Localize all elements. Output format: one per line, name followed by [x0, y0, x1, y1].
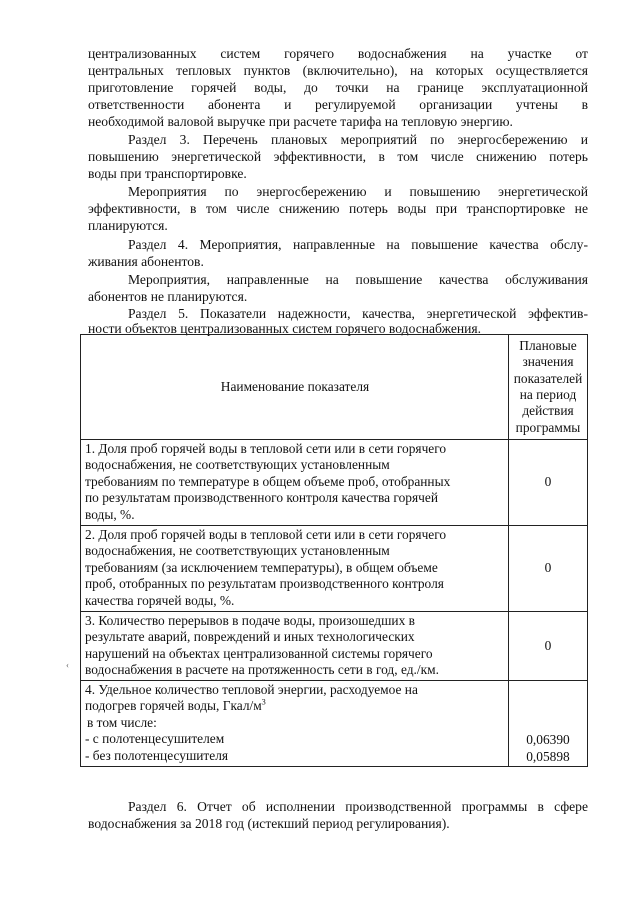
indicator-text-line: водоснабжения, не соответствующих установленным [85, 543, 390, 559]
paragraph-line: центральных тепловых пунктов (включительно), на которых осуществляется [88, 63, 588, 78]
paragraph-line: повышению энергетической эффективности, в том числе снижению потерь [88, 149, 588, 164]
table-row [81, 681, 588, 767]
paragraph-line: ности объектов централизованных систем горячего водоснабжения. [88, 321, 482, 336]
sub-indicator-label: - без полотенцесушителя [85, 747, 229, 763]
header-value-cell [509, 335, 588, 440]
paragraph-line: централизованных систем горячего водоснабжения на участке от [88, 46, 588, 61]
indicator-value: 0 [509, 440, 588, 526]
header-value-line: на период [519, 387, 577, 402]
table-row [81, 612, 588, 681]
indicator-value: 0 [509, 612, 588, 681]
paragraph-line: воды при транспортировке. [88, 166, 247, 181]
unit-superscript: 3 [261, 697, 266, 707]
paragraph-line: планируются. [88, 218, 168, 233]
header-name-cell [81, 335, 509, 440]
paragraph-line: ответственности абонента и регулируемой организации учтены в [88, 97, 588, 112]
indicator-text-line: проб, отобранных по результатам производственного контроля [85, 576, 444, 592]
indicator-text-line: результате аварий, повреждений и иных технологических [85, 629, 415, 645]
indicator-text-line: требованиям по температуре в общем объеме проб, отобранных [85, 473, 451, 489]
indicator-text-line: нарушений на объектах централизованной системы горячего [85, 645, 433, 661]
indicator-value-cell [509, 681, 588, 767]
indicator-value: 0 [509, 526, 588, 612]
section-6-heading: Раздел 6. Отчет об исполнении производственной программы в сфере [128, 799, 588, 814]
paragraph-line: эффективности, в том числе снижению потерь воды при транспортировке не [88, 201, 588, 216]
indicator-text-line: воды, %. [85, 506, 135, 522]
paragraph-line: необходимой валовой выручке при расчете тарифа на тепловую энергию. [88, 114, 513, 129]
indicator-value: 0,05898 [526, 748, 570, 764]
paragraph-line: Мероприятия, направленные на повышение качества обслуживания [128, 272, 588, 287]
indicator-text-line: 3. Количество перерывов в подаче воды, произошедших в [85, 613, 415, 628]
section-5-heading: Раздел 5. Показатели надежности, качества, энергетической эффектив- [128, 306, 588, 321]
sub-indicator-label: - с полотенцесушителем [85, 731, 225, 747]
indicator-text-line: требованиям (за исключением температуры), в общем объеме [85, 559, 438, 575]
indicator-name-cell [81, 681, 509, 767]
indicator-text-line: качества горячей воды, %. [85, 592, 235, 608]
indicator-name-cell [81, 612, 509, 681]
header-value-line: Плановые [519, 337, 577, 353]
paragraph-line: приготовление горячей воды, до точки на границе эксплуатационной [88, 80, 588, 95]
paragraph-line: Мероприятия по энергосбережению и повышению энергетической [128, 184, 588, 199]
indicator-text-line: 1. Доля проб горячей воды в тепловой сети или в сети горячего [85, 441, 447, 456]
indicator-text-line: по результатам производственного контроля качества горячей [85, 490, 438, 506]
indicator-text-line: водоснабжения в расчете на протяженность сети в год, ед./км. [85, 662, 439, 678]
indicator-name-cell [81, 526, 509, 612]
indicator-text-line: 2. Доля проб горячей воды в тепловой сети или в сети горячего [85, 527, 447, 542]
table-row [81, 526, 588, 612]
header-value-line: значения [522, 354, 574, 370]
paragraph-line: абонентов не планируются. [88, 289, 248, 304]
table-header-row [81, 335, 588, 440]
table-row [81, 440, 588, 526]
margin-mark: ‹ [66, 660, 69, 670]
paragraph-line: водоснабжения за 2018 год (истекший период регулирования). [88, 816, 450, 831]
indicators-table [80, 334, 588, 767]
indicator-text-line: водоснабжения, не соответствующих установленным [85, 457, 390, 473]
indicator-text-line: в том числе: [87, 714, 157, 730]
paragraph-line: живания абонентов. [88, 254, 204, 269]
indicator-text-line: 4. Удельное количество тепловой энергии, расходуемое на [85, 682, 418, 697]
indicator-value: 0,06390 [526, 732, 570, 748]
header-value-line: программы [515, 419, 581, 435]
section-3-heading: Раздел 3. Перечень плановых мероприятий по энергосбережению и [128, 132, 588, 147]
indicator-name-cell [81, 440, 509, 526]
header-name: Наименование показателя [220, 379, 370, 395]
indicator-unit-text: подогрев горячей воды, Гкал/м [85, 698, 262, 714]
indicator-text-line [85, 698, 505, 714]
section-4-heading: Раздел 4. Мероприятия, направленные на повышение качества обслу- [128, 237, 588, 252]
header-value-line: показателей [513, 370, 583, 386]
header-value-line: действия [522, 403, 574, 419]
